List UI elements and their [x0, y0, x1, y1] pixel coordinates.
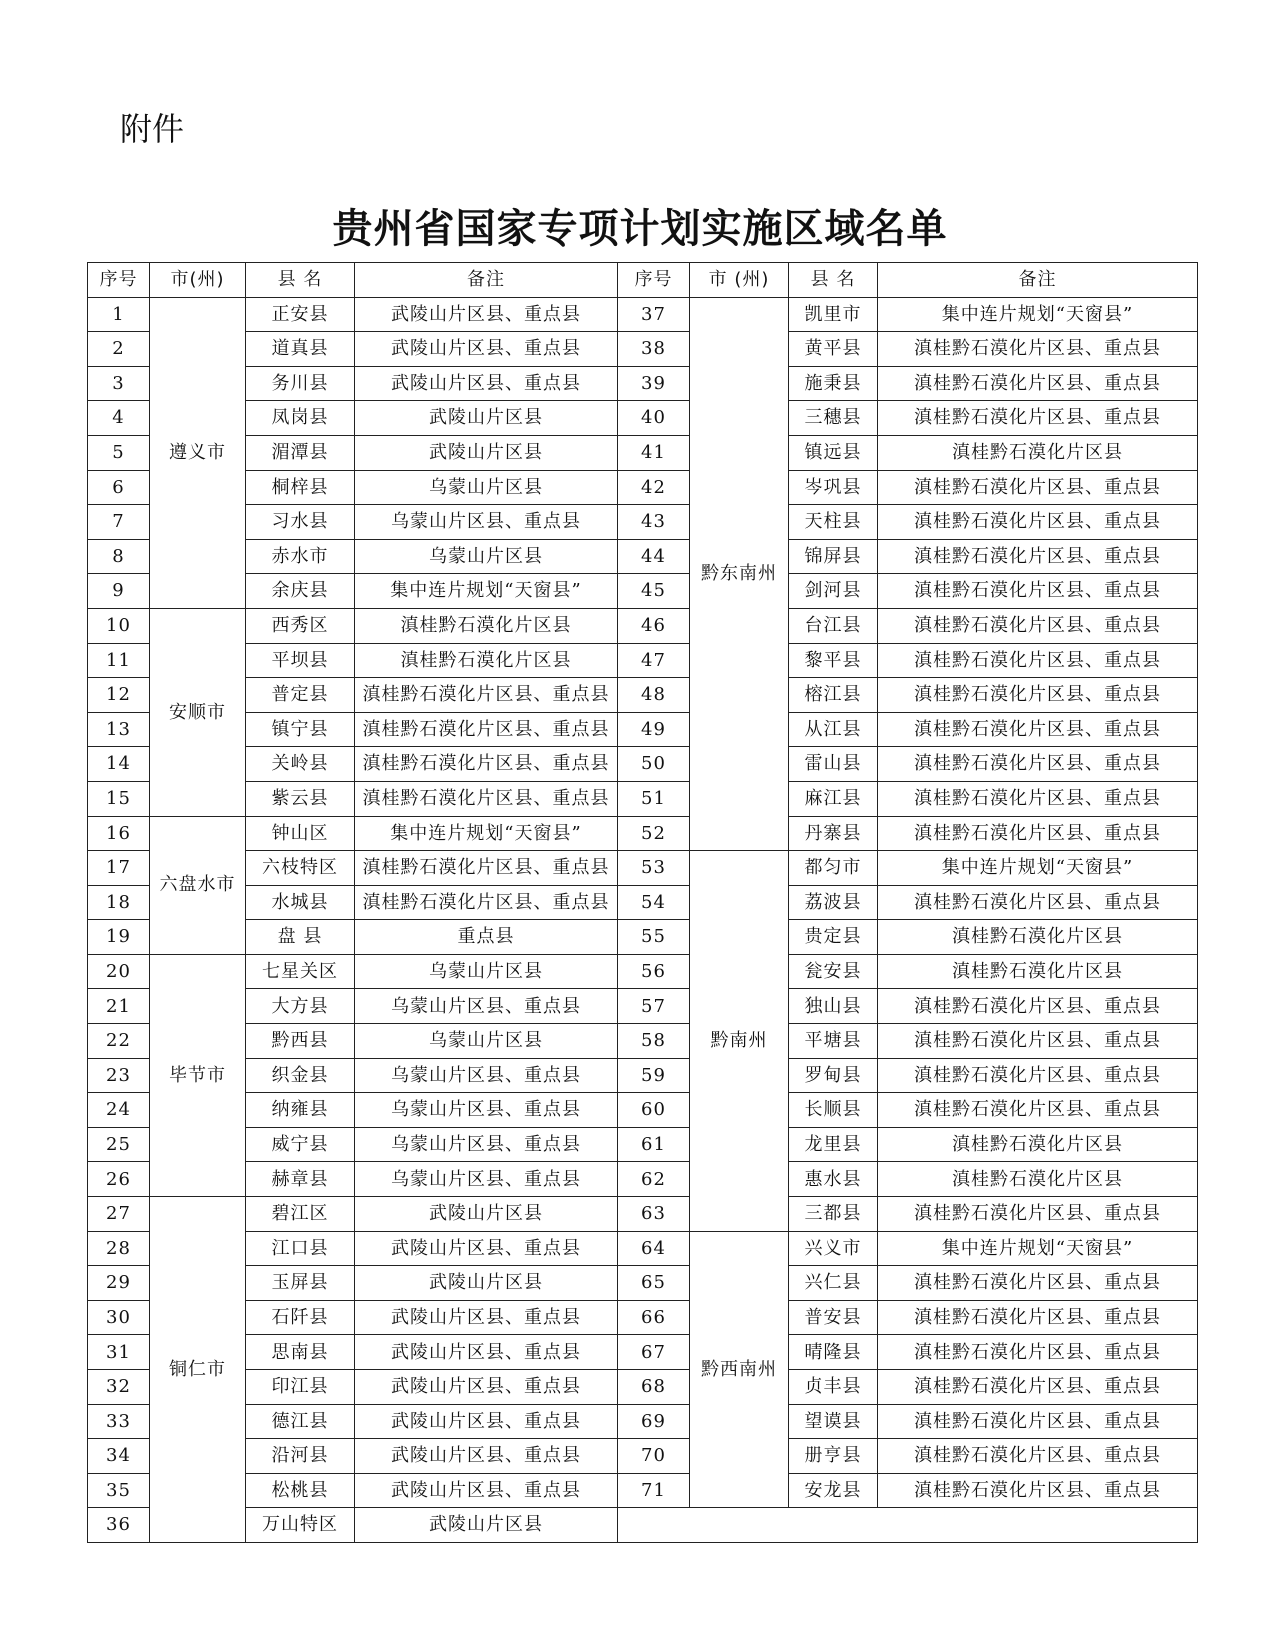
- table-row: [88, 1162, 1198, 1197]
- left-county-name: 沿河县: [246, 1439, 355, 1474]
- right-note: 滇桂黔石漠化片区县、重点县: [878, 366, 1198, 401]
- header-left-no: 序号: [88, 263, 150, 298]
- left-row-number: 3: [88, 366, 150, 401]
- right-row-number: 68: [618, 1370, 690, 1405]
- right-note: 滇桂黔石漠化片区县、重点县: [878, 885, 1198, 920]
- left-note: 武陵山片区县: [355, 401, 618, 436]
- left-row-number: 8: [88, 539, 150, 574]
- left-row-number: 28: [88, 1231, 150, 1266]
- right-row-number: 42: [618, 470, 690, 505]
- right-empty-cell: [618, 1508, 1198, 1543]
- left-county-name: 正安县: [246, 297, 355, 332]
- table-row: [88, 1058, 1198, 1093]
- table-row: [88, 781, 1198, 816]
- left-row-number: 23: [88, 1058, 150, 1093]
- left-county-name: 纳雍县: [246, 1093, 355, 1128]
- left-note: 武陵山片区县: [355, 435, 618, 470]
- table-row: [88, 608, 1198, 643]
- right-county-name: 剑河县: [789, 574, 878, 609]
- table-row: [88, 712, 1198, 747]
- right-note: 滇桂黔石漠化片区县: [878, 435, 1198, 470]
- right-note: 滇桂黔石漠化片区县、重点县: [878, 712, 1198, 747]
- left-county-name: 大方县: [246, 989, 355, 1024]
- table-row: [88, 954, 1198, 989]
- left-row-number: 15: [88, 781, 150, 816]
- left-note: 乌蒙山片区县、重点县: [355, 1058, 618, 1093]
- left-note: 武陵山片区县、重点县: [355, 332, 618, 367]
- region-table: [87, 262, 1198, 1543]
- right-county-name: 贞丰县: [789, 1370, 878, 1405]
- left-county-name: 威宁县: [246, 1127, 355, 1162]
- right-note: 滇桂黔石漠化片区县、重点县: [878, 401, 1198, 436]
- left-row-number: 31: [88, 1335, 150, 1370]
- left-row-number: 34: [88, 1439, 150, 1474]
- right-county-name: 三穗县: [789, 401, 878, 436]
- right-county-name: 晴隆县: [789, 1335, 878, 1370]
- right-note: 集中连片规划“天窗县”: [878, 1231, 1198, 1266]
- table-row: [88, 851, 1198, 886]
- right-county-name: 麻江县: [789, 781, 878, 816]
- left-row-number: 1: [88, 297, 150, 332]
- left-county-name: 普定县: [246, 678, 355, 713]
- left-note: 武陵山片区县: [355, 1508, 618, 1543]
- left-row-number: 5: [88, 435, 150, 470]
- table-body: [88, 297, 1198, 1542]
- right-row-number: 53: [618, 851, 690, 886]
- left-row-number: 18: [88, 885, 150, 920]
- right-county-name: 黄平县: [789, 332, 878, 367]
- right-note: 滇桂黔石漠化片区县、重点县: [878, 781, 1198, 816]
- table-row: [88, 678, 1198, 713]
- left-county-name: 碧江区: [246, 1197, 355, 1232]
- left-note: 滇桂黔石漠化片区县、重点县: [355, 851, 618, 886]
- right-row-number: 51: [618, 781, 690, 816]
- table-row: [88, 297, 1198, 332]
- table-row: [88, 1370, 1198, 1405]
- header-right-no: 序号: [618, 263, 690, 298]
- left-county-name: 赫章县: [246, 1162, 355, 1197]
- left-county-name: 赤水市: [246, 539, 355, 574]
- table-row: [88, 574, 1198, 609]
- left-row-number: 33: [88, 1404, 150, 1439]
- right-row-number: 48: [618, 678, 690, 713]
- right-note: 集中连片规划“天窗县”: [878, 297, 1198, 332]
- left-county-name: 七星关区: [246, 954, 355, 989]
- right-county-name: 贵定县: [789, 920, 878, 955]
- left-county-name: 万山特区: [246, 1508, 355, 1543]
- right-note: 滇桂黔石漠化片区县、重点县: [878, 989, 1198, 1024]
- left-note: 武陵山片区县、重点县: [355, 1231, 618, 1266]
- table-row: [88, 1024, 1198, 1059]
- left-note: 乌蒙山片区县: [355, 1024, 618, 1059]
- left-note: 武陵山片区县、重点县: [355, 366, 618, 401]
- right-county-name: 普安县: [789, 1300, 878, 1335]
- right-row-number: 67: [618, 1335, 690, 1370]
- left-row-number: 16: [88, 816, 150, 851]
- left-county-name: 石阡县: [246, 1300, 355, 1335]
- left-city-cell: 遵义市: [150, 297, 246, 608]
- right-note: 滇桂黔石漠化片区县、重点县: [878, 747, 1198, 782]
- left-row-number: 10: [88, 608, 150, 643]
- right-note: 滇桂黔石漠化片区县、重点县: [878, 1335, 1198, 1370]
- left-note: 乌蒙山片区县、重点县: [355, 989, 618, 1024]
- table-row: [88, 539, 1198, 574]
- left-county-name: 织金县: [246, 1058, 355, 1093]
- right-county-name: 册亨县: [789, 1439, 878, 1474]
- right-county-name: 丹寨县: [789, 816, 878, 851]
- right-note: 滇桂黔石漠化片区县: [878, 954, 1198, 989]
- left-note: 滇桂黔石漠化片区县: [355, 608, 618, 643]
- right-row-number: 62: [618, 1162, 690, 1197]
- right-note: 滇桂黔石漠化片区县: [878, 920, 1198, 955]
- document-title: 贵州省国家专项计划实施区域名单: [332, 205, 948, 252]
- right-county-name: 荔波县: [789, 885, 878, 920]
- right-note: 滇桂黔石漠化片区县、重点县: [878, 332, 1198, 367]
- right-note: 滇桂黔石漠化片区县、重点县: [878, 1473, 1198, 1508]
- left-county-name: 印江县: [246, 1370, 355, 1405]
- left-note: 武陵山片区县、重点县: [355, 1473, 618, 1508]
- right-row-number: 65: [618, 1266, 690, 1301]
- left-note: 乌蒙山片区县: [355, 539, 618, 574]
- header-right-city: 市 (州): [690, 263, 789, 298]
- left-row-number: 30: [88, 1300, 150, 1335]
- right-county-name: 平塘县: [789, 1024, 878, 1059]
- left-note: 武陵山片区县、重点县: [355, 1439, 618, 1474]
- right-note: 滇桂黔石漠化片区县、重点县: [878, 1370, 1198, 1405]
- left-county-name: 黔西县: [246, 1024, 355, 1059]
- table-row: [88, 1473, 1198, 1508]
- table-row: [88, 470, 1198, 505]
- left-note: 乌蒙山片区县: [355, 470, 618, 505]
- left-row-number: 17: [88, 851, 150, 886]
- left-row-number: 2: [88, 332, 150, 367]
- left-county-name: 习水县: [246, 505, 355, 540]
- right-county-name: 榕江县: [789, 678, 878, 713]
- left-row-number: 20: [88, 954, 150, 989]
- left-row-number: 26: [88, 1162, 150, 1197]
- right-county-name: 镇远县: [789, 435, 878, 470]
- right-row-number: 59: [618, 1058, 690, 1093]
- left-county-name: 德江县: [246, 1404, 355, 1439]
- table-row: [88, 401, 1198, 436]
- header-right-county: 县 名: [789, 263, 878, 298]
- left-row-number: 35: [88, 1473, 150, 1508]
- left-row-number: 29: [88, 1266, 150, 1301]
- table-row: [88, 1093, 1198, 1128]
- right-note: 滇桂黔石漠化片区县、重点县: [878, 1058, 1198, 1093]
- right-row-number: 71: [618, 1473, 690, 1508]
- right-row-number: 47: [618, 643, 690, 678]
- left-county-name: 湄潭县: [246, 435, 355, 470]
- left-note: 武陵山片区县: [355, 1197, 618, 1232]
- right-row-number: 38: [618, 332, 690, 367]
- right-row-number: 63: [618, 1197, 690, 1232]
- left-county-name: 关岭县: [246, 747, 355, 782]
- table-row: [88, 1197, 1198, 1232]
- table-row: [88, 1439, 1198, 1474]
- left-row-number: 21: [88, 989, 150, 1024]
- table-row: [88, 816, 1198, 851]
- right-note: 滇桂黔石漠化片区县、重点县: [878, 816, 1198, 851]
- right-row-number: 70: [618, 1439, 690, 1474]
- right-county-name: 望谟县: [789, 1404, 878, 1439]
- right-county-name: 兴仁县: [789, 1266, 878, 1301]
- right-row-number: 49: [618, 712, 690, 747]
- right-row-number: 41: [618, 435, 690, 470]
- right-note: 滇桂黔石漠化片区县、重点县: [878, 608, 1198, 643]
- table-row: [88, 1335, 1198, 1370]
- right-row-number: 46: [618, 608, 690, 643]
- left-county-name: 思南县: [246, 1335, 355, 1370]
- left-note: 武陵山片区县、重点县: [355, 1300, 618, 1335]
- right-row-number: 61: [618, 1127, 690, 1162]
- right-county-name: 长顺县: [789, 1093, 878, 1128]
- table-row: [88, 1266, 1198, 1301]
- left-county-name: 钟山区: [246, 816, 355, 851]
- left-city-cell: 安顺市: [150, 608, 246, 816]
- left-note: 武陵山片区县、重点县: [355, 297, 618, 332]
- right-row-number: 69: [618, 1404, 690, 1439]
- right-row-number: 58: [618, 1024, 690, 1059]
- left-county-name: 桐梓县: [246, 470, 355, 505]
- left-county-name: 玉屏县: [246, 1266, 355, 1301]
- left-note: 武陵山片区县、重点县: [355, 1335, 618, 1370]
- left-row-number: 12: [88, 678, 150, 713]
- right-note: 滇桂黔石漠化片区县、重点县: [878, 1266, 1198, 1301]
- table-row: [88, 643, 1198, 678]
- table-row: [88, 885, 1198, 920]
- left-note: 乌蒙山片区县、重点县: [355, 1127, 618, 1162]
- right-note: 滇桂黔石漠化片区县、重点县: [878, 1439, 1198, 1474]
- left-note: 滇桂黔石漠化片区县、重点县: [355, 885, 618, 920]
- left-county-name: 六枝特区: [246, 851, 355, 886]
- left-row-number: 22: [88, 1024, 150, 1059]
- left-row-number: 24: [88, 1093, 150, 1128]
- left-note: 乌蒙山片区县、重点县: [355, 1093, 618, 1128]
- right-row-number: 45: [618, 574, 690, 609]
- right-county-name: 台江县: [789, 608, 878, 643]
- right-row-number: 54: [618, 885, 690, 920]
- right-row-number: 52: [618, 816, 690, 851]
- right-note: 滇桂黔石漠化片区县、重点县: [878, 470, 1198, 505]
- right-county-name: 天柱县: [789, 505, 878, 540]
- left-row-number: 32: [88, 1370, 150, 1405]
- left-note: 集中连片规划“天窗县”: [355, 574, 618, 609]
- right-note: 滇桂黔石漠化片区县: [878, 1127, 1198, 1162]
- left-city-cell: 铜仁市: [150, 1197, 246, 1543]
- right-county-name: 独山县: [789, 989, 878, 1024]
- right-row-number: 64: [618, 1231, 690, 1266]
- right-city-cell: 黔南州: [690, 851, 789, 1232]
- right-city-cell: 黔东南州: [690, 297, 789, 851]
- right-note: 滇桂黔石漠化片区县、重点县: [878, 505, 1198, 540]
- left-row-number: 14: [88, 747, 150, 782]
- right-county-name: 雷山县: [789, 747, 878, 782]
- left-county-name: 松桃县: [246, 1473, 355, 1508]
- right-county-name: 龙里县: [789, 1127, 878, 1162]
- left-row-number: 9: [88, 574, 150, 609]
- table-header-row: [88, 263, 1198, 298]
- left-row-number: 13: [88, 712, 150, 747]
- left-row-number: 25: [88, 1127, 150, 1162]
- left-note: 滇桂黔石漠化片区县、重点县: [355, 678, 618, 713]
- table-row: [88, 989, 1198, 1024]
- right-note: 滇桂黔石漠化片区县、重点县: [878, 678, 1198, 713]
- left-county-name: 盘 县: [246, 920, 355, 955]
- right-row-number: 37: [618, 297, 690, 332]
- table-row: [88, 1127, 1198, 1162]
- left-county-name: 凤岗县: [246, 401, 355, 436]
- table-row: [88, 1508, 1198, 1543]
- right-row-number: 50: [618, 747, 690, 782]
- right-county-name: 瓮安县: [789, 954, 878, 989]
- right-note: 滇桂黔石漠化片区县、重点县: [878, 539, 1198, 574]
- left-row-number: 27: [88, 1197, 150, 1232]
- right-note: 滇桂黔石漠化片区县、重点县: [878, 1404, 1198, 1439]
- table-row: [88, 747, 1198, 782]
- left-row-number: 36: [88, 1508, 150, 1543]
- left-county-name: 余庆县: [246, 574, 355, 609]
- left-note: 武陵山片区县: [355, 1266, 618, 1301]
- left-row-number: 7: [88, 505, 150, 540]
- header-left-city: 市(州): [150, 263, 246, 298]
- right-note: 滇桂黔石漠化片区县、重点县: [878, 1197, 1198, 1232]
- right-city-cell: 黔西南州: [690, 1231, 789, 1508]
- left-county-name: 平坝县: [246, 643, 355, 678]
- left-county-name: 道真县: [246, 332, 355, 367]
- right-row-number: 60: [618, 1093, 690, 1128]
- right-county-name: 罗甸县: [789, 1058, 878, 1093]
- right-note: 滇桂黔石漠化片区县: [878, 1162, 1198, 1197]
- left-note: 滇桂黔石漠化片区县、重点县: [355, 712, 618, 747]
- right-row-number: 55: [618, 920, 690, 955]
- right-row-number: 57: [618, 989, 690, 1024]
- right-note: 滇桂黔石漠化片区县、重点县: [878, 1093, 1198, 1128]
- left-row-number: 11: [88, 643, 150, 678]
- attachment-label: 附件: [120, 110, 185, 148]
- right-county-name: 安龙县: [789, 1473, 878, 1508]
- right-note: 集中连片规划“天窗县”: [878, 851, 1198, 886]
- right-county-name: 从江县: [789, 712, 878, 747]
- left-county-name: 紫云县: [246, 781, 355, 816]
- right-county-name: 黎平县: [789, 643, 878, 678]
- right-county-name: 三都县: [789, 1197, 878, 1232]
- left-county-name: 江口县: [246, 1231, 355, 1266]
- right-row-number: 66: [618, 1300, 690, 1335]
- table-row: [88, 332, 1198, 367]
- right-row-number: 39: [618, 366, 690, 401]
- left-county-name: 镇宁县: [246, 712, 355, 747]
- left-city-cell: 六盘水市: [150, 816, 246, 954]
- right-row-number: 43: [618, 505, 690, 540]
- table-row: [88, 1404, 1198, 1439]
- left-row-number: 6: [88, 470, 150, 505]
- right-note: 滇桂黔石漠化片区县、重点县: [878, 1024, 1198, 1059]
- right-county-name: 岑巩县: [789, 470, 878, 505]
- right-note: 滇桂黔石漠化片区县、重点县: [878, 574, 1198, 609]
- right-county-name: 兴义市: [789, 1231, 878, 1266]
- table-row: [88, 366, 1198, 401]
- left-note: 乌蒙山片区县、重点县: [355, 1162, 618, 1197]
- left-city-cell: 毕节市: [150, 954, 246, 1196]
- table-row: [88, 920, 1198, 955]
- left-note: 集中连片规划“天窗县”: [355, 816, 618, 851]
- left-note: 乌蒙山片区县、重点县: [355, 505, 618, 540]
- right-note: 滇桂黔石漠化片区县、重点县: [878, 643, 1198, 678]
- right-county-name: 施秉县: [789, 366, 878, 401]
- left-note: 乌蒙山片区县: [355, 954, 618, 989]
- left-note: 滇桂黔石漠化片区县、重点县: [355, 781, 618, 816]
- left-row-number: 4: [88, 401, 150, 436]
- left-note: 滇桂黔石漠化片区县、重点县: [355, 747, 618, 782]
- header-left-note: 备注: [355, 263, 618, 298]
- right-county-name: 都匀市: [789, 851, 878, 886]
- table-row: [88, 435, 1198, 470]
- header-right-note: 备注: [878, 263, 1198, 298]
- left-note: 重点县: [355, 920, 618, 955]
- left-county-name: 务川县: [246, 366, 355, 401]
- table-row: [88, 1300, 1198, 1335]
- header-left-county: 县 名: [246, 263, 355, 298]
- right-row-number: 40: [618, 401, 690, 436]
- right-note: 滇桂黔石漠化片区县、重点县: [878, 1300, 1198, 1335]
- left-county-name: 西秀区: [246, 608, 355, 643]
- left-note: 滇桂黔石漠化片区县: [355, 643, 618, 678]
- right-row-number: 44: [618, 539, 690, 574]
- table-row: [88, 1231, 1198, 1266]
- left-row-number: 19: [88, 920, 150, 955]
- right-row-number: 56: [618, 954, 690, 989]
- left-note: 武陵山片区县、重点县: [355, 1370, 618, 1405]
- right-county-name: 凯里市: [789, 297, 878, 332]
- left-county-name: 水城县: [246, 885, 355, 920]
- table-row: [88, 505, 1198, 540]
- right-county-name: 锦屏县: [789, 539, 878, 574]
- left-note: 武陵山片区县、重点县: [355, 1404, 618, 1439]
- right-county-name: 惠水县: [789, 1162, 878, 1197]
